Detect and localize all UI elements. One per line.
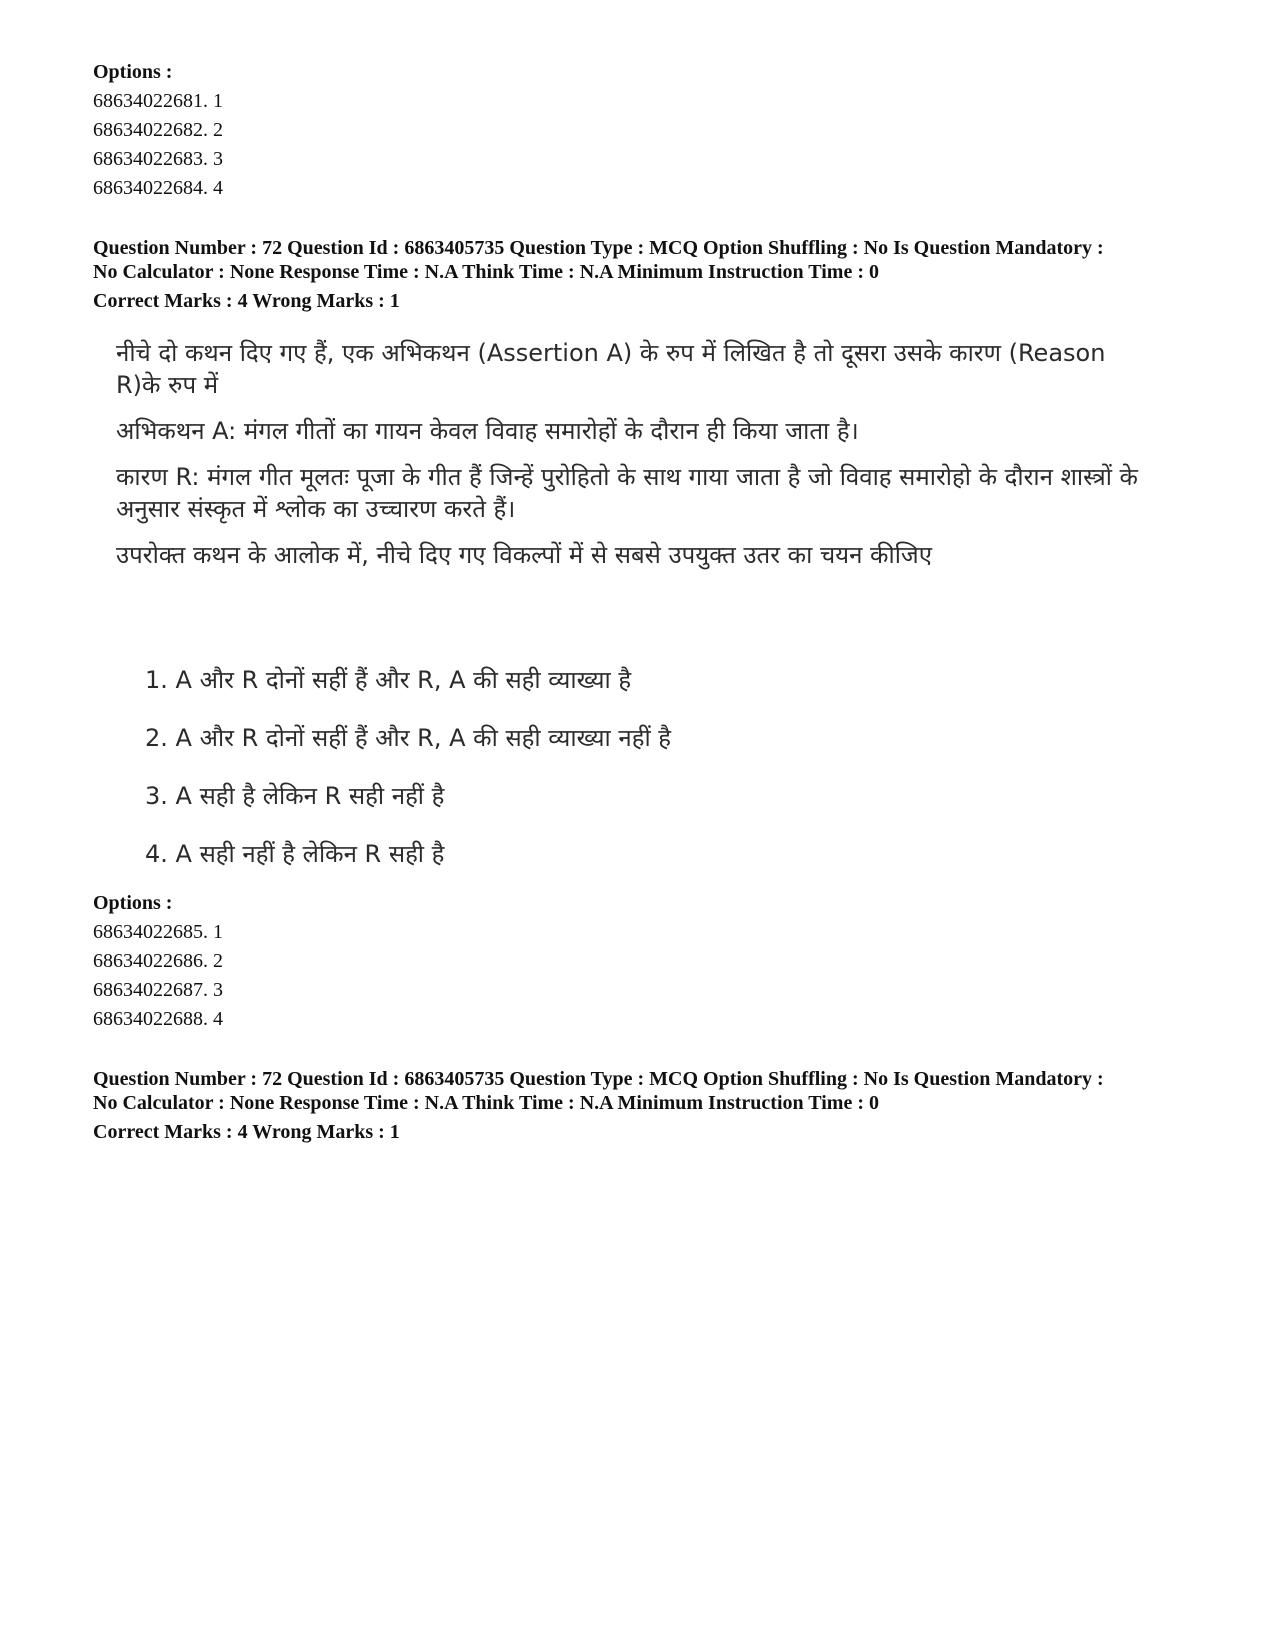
options-block-bottom xyxy=(93,889,223,1034)
question-meta-2 xyxy=(93,1067,1104,1144)
options-label: Options : xyxy=(93,61,173,83)
choice-4: 4. A सही नहीं है लेकिन R सही है xyxy=(145,840,445,868)
marks-line: Correct Marks : 4 Wrong Marks : 1 xyxy=(93,1121,400,1143)
meta-line-2: No Calculator : None Response Time : N.A Think Time : N.A Minimum Instruction Time : 0 xyxy=(93,1092,879,1114)
question-meta-1 xyxy=(93,236,1104,313)
meta-line-1: Question Number : 72 Question Id : 6863405735 Question Type : MCQ Option Shuffling : No Is Question Mandatory : xyxy=(93,1068,1104,1090)
question-intro: नीचे दो कथन दिए गए हैं, एक अभिकथन (Assertion A) के रुप में लिखित है तो दूसरा उसके कारण (Reason R)के रुप में xyxy=(116,339,1106,399)
option-item: 68634022688. 4 xyxy=(93,1008,223,1030)
option-item: 68634022682. 2 xyxy=(93,119,223,141)
option-item: 68634022684. 4 xyxy=(93,177,223,199)
option-item: 68634022687. 3 xyxy=(93,979,223,1001)
instruction-text: उपरोक्त कथन के आलोक में, नीचे दिए गए विकल्पों में से सबसे उपयुक्त उतर का चयन कीजिए xyxy=(116,541,932,569)
reason-text: कारण R: मंगल गीत मूलतः पूजा के गीत हैं जिन्हें पुरोहितो के साथ गाया जाता है जो विवाह समारोहो के दौरान शास्त्रों के अनुसार संस्कृत में श्लोक का उच्चारण करते हैं। xyxy=(116,463,1138,523)
option-item: 68634022686. 2 xyxy=(93,950,223,972)
options-label: Options : xyxy=(93,892,173,914)
answer-choices xyxy=(145,664,671,896)
assertion-text: अभिकथन A: मंगल गीतों का गायन केवल विवाह समारोहों के दौरान ही किया जाता है। xyxy=(116,417,859,445)
choice-1: 1. A और R दोनों सहीं हैं और R, A की सही व्याख्या है xyxy=(145,666,632,694)
option-item: 68634022681. 1 xyxy=(93,90,223,112)
meta-line-1: Question Number : 72 Question Id : 6863405735 Question Type : MCQ Option Shuffling : No Is Question Mandatory : xyxy=(93,237,1104,259)
question-body xyxy=(116,337,1156,585)
meta-line-2: No Calculator : None Response Time : N.A Think Time : N.A Minimum Instruction Time : 0 xyxy=(93,261,879,283)
marks-line: Correct Marks : 4 Wrong Marks : 1 xyxy=(93,290,400,312)
option-item: 68634022685. 1 xyxy=(93,921,223,943)
options-block-top xyxy=(93,58,223,203)
choice-3: 3. A सही है लेकिन R सही नहीं है xyxy=(145,782,445,810)
choice-2: 2. A और R दोनों सहीं हैं और R, A की सही व्याख्या नहीं है xyxy=(145,724,672,752)
option-item: 68634022683. 3 xyxy=(93,148,223,170)
